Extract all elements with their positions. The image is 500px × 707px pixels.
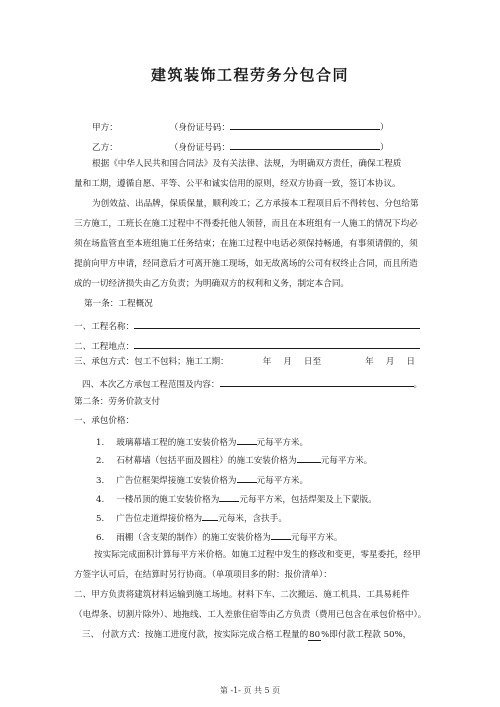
item-number: 2. xyxy=(96,456,105,466)
preamble-line-3: 为创效益、出品牌，保质保量，顺利竣工；乙方承接本工程项目后不得转包、分包给第 xyxy=(92,199,419,209)
price-item-2 xyxy=(96,452,452,467)
project-name-label: 一、工程名称： xyxy=(74,322,135,332)
price-blank-3[interactable] xyxy=(237,472,257,483)
party-a-id-blank[interactable] xyxy=(230,119,380,130)
preamble-line-7: 成的一切经济损失由乙方负责；为明确双方的权利和义务，制定本合同。 xyxy=(74,279,350,289)
preamble-line-2: 量和工期，遵循自愿、平等、公平和诚实信用的原则，经双方协商一致，签订本协议。 xyxy=(74,179,401,189)
party-a-id-label: （身份证号码： xyxy=(169,123,230,133)
item-number: 1. xyxy=(96,438,105,448)
project-location-blank[interactable] xyxy=(134,338,420,349)
preamble-line-6: 提前向甲方申请，经同意后才可离开施工现场，如无故离场的公司有权终止合同，而且所造 xyxy=(74,259,418,269)
contract-method-line xyxy=(74,356,430,368)
item-unit: 元每米，含扶手。 xyxy=(218,514,287,524)
preamble-line-5: 须在场监管直至本班组施工任务结束；在施工过程中电话必须保持畅通，有事须请假的，须 xyxy=(74,239,418,249)
price-blank-4[interactable] xyxy=(219,491,239,502)
scope-blank[interactable] xyxy=(220,376,414,387)
payment-text-end: %即付款工程款 50%， xyxy=(321,630,412,640)
item-unit: 元每平方米，包括焊架及上下蒙版。 xyxy=(239,495,377,505)
item-text: 雨棚（含支架的制作）的施工安装价格为 xyxy=(116,533,271,543)
project-location-line xyxy=(74,338,430,353)
materials-line-2: （电焊条、切割片除外）、地拖线、工人差旅住宿等由乙方负责（费用已包含在承包价格中）。 xyxy=(74,610,427,620)
pricing-note-line-1: 按实际完成面积计算每平方米价格。如施工过程中发生的修改和变更，零星委托，经甲 xyxy=(94,550,421,560)
item-unit: 元每平方米。 xyxy=(256,476,309,486)
scope-end: 。 xyxy=(413,380,423,390)
preamble-line-1: 根据《中华人民共和国合同法》及有关法律、法规，为明确双方责任，确保工程质 xyxy=(92,159,402,169)
party-a-line xyxy=(74,119,430,134)
contract-title: 建筑装饰工程劳务分包合同 xyxy=(150,66,349,84)
party-b-line xyxy=(74,139,430,154)
article-1-heading: 第一条：工程概况 xyxy=(84,299,153,309)
materials-line-1: 二、甲方负责将建筑材料运输到施工场地。材料下车、二次搬运、施工机具、工具易耗件 xyxy=(74,590,410,600)
start-month: 月 xyxy=(283,357,292,367)
scope-line xyxy=(82,376,438,391)
end-day: 日 xyxy=(406,357,415,367)
pricing-note-line-2: 方签字认可后，在结算时另行协商。（单项项目多的附：报价清单）： xyxy=(74,570,332,580)
price-item-4 xyxy=(96,491,452,506)
preamble-line-4: 三方施工，工班长在施工过程中不得委托他人领替，而且在本班组有一人施工的情况下均必 xyxy=(74,219,418,229)
party-a-label: 甲方： xyxy=(92,123,118,133)
scope-label: 四、本次乙方承包工程范围及内容： xyxy=(82,380,220,390)
item-text: 玻璃幕墙工程的施工安装价格为 xyxy=(116,438,237,448)
payment-text: 三、 付款方式：按施工进度付款，按实际完成合格工程量的 xyxy=(82,630,309,640)
party-b-close: ） xyxy=(379,143,389,153)
party-a-close: ） xyxy=(379,123,389,133)
item-number: 4. xyxy=(96,495,105,505)
end-month: 月 xyxy=(385,357,395,367)
price-item-1 xyxy=(96,434,452,449)
article-2-heading: 第二条：劳务价款支付 xyxy=(74,397,160,407)
page-footer: 第 -1- 页 共 5 页 xyxy=(219,686,281,695)
price-item-3 xyxy=(96,472,452,487)
item-unit: 元每平方米。 xyxy=(320,456,373,466)
start-year: 年 xyxy=(262,357,272,367)
item-number: 5. xyxy=(96,514,105,524)
payment-line xyxy=(82,629,438,641)
item-unit: 元每平方米。 xyxy=(290,533,343,543)
price-item-5 xyxy=(96,510,452,525)
price-blank-5[interactable] xyxy=(202,510,218,521)
start-day: 日至 xyxy=(303,357,322,367)
price-blank-2[interactable] xyxy=(297,452,321,463)
project-name-blank[interactable] xyxy=(134,318,420,329)
item-text: 一楼吊顶的施工安装价格为 xyxy=(116,495,220,505)
item-text: 广告位框架焊接施工安装价格为 xyxy=(116,476,237,486)
end-year: 年 xyxy=(365,357,374,367)
item-number: 3. xyxy=(96,476,105,486)
item-number: 6. xyxy=(96,533,105,543)
item-text: 石材幕墙（包括平面及圆柱）的施工安装价格为 xyxy=(116,456,297,466)
project-location-label: 二、工程地点： xyxy=(74,342,135,352)
party-b-id-label: （身份证号码： xyxy=(169,143,230,153)
price-blank-1[interactable] xyxy=(237,434,257,445)
price-heading: 一、承包价格： xyxy=(74,416,135,426)
contract-method-label: 三、承包方式：包工不包料；施工工期： xyxy=(74,357,229,367)
item-unit: 元每平方米。 xyxy=(256,438,309,448)
project-name-line xyxy=(74,318,430,333)
item-text: 广告位走道焊接价格为 xyxy=(116,514,203,524)
price-item-6 xyxy=(96,529,452,544)
payment-percent[interactable]: 80 xyxy=(309,630,321,640)
party-b-label: 乙方： xyxy=(92,143,118,153)
party-b-id-blank[interactable] xyxy=(230,139,380,150)
price-blank-6[interactable] xyxy=(271,529,291,540)
